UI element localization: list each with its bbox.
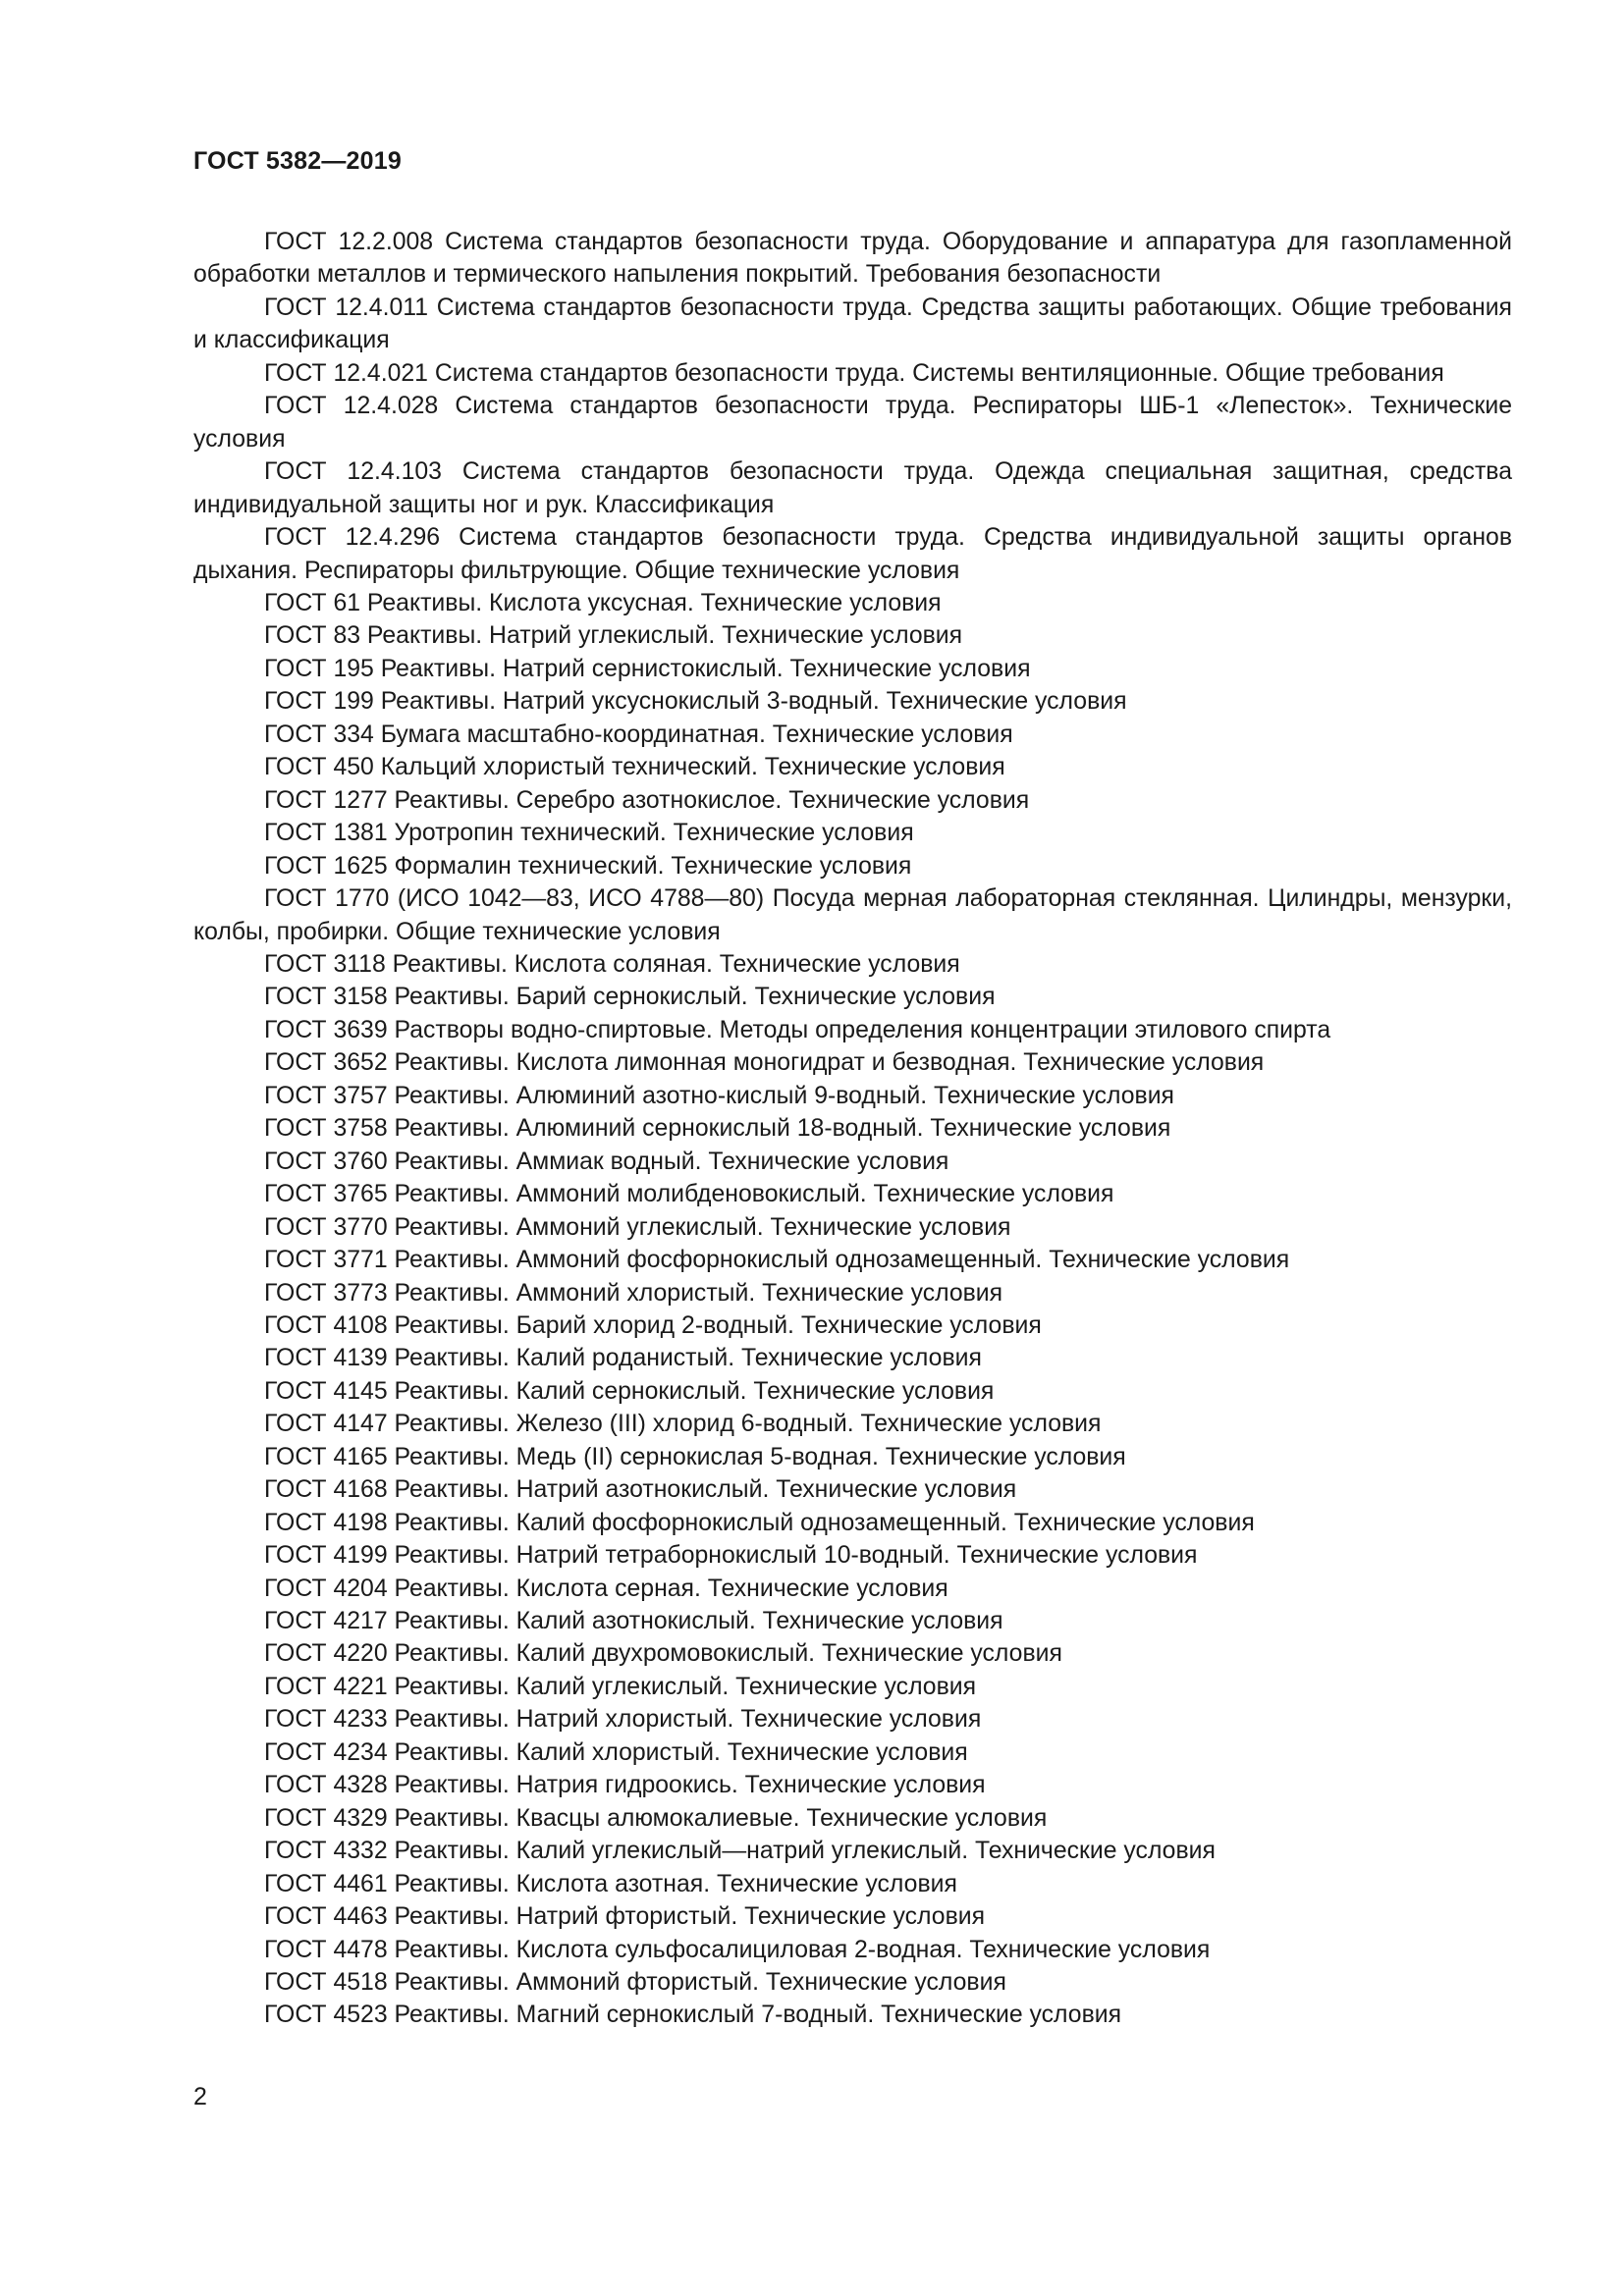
- reference-item: ГОСТ 450 Кальций хлористый технический. Технические условия: [264, 754, 1005, 781]
- reference-item: ГОСТ 3158 Реактивы. Барий сернокислый. Технические условия: [264, 984, 996, 1011]
- reference-item: ГОСТ 199 Реактивы. Натрий уксуснокислый 3-водный. Технические условия: [264, 688, 1127, 716]
- reference-item: ГОСТ 3760 Реактивы. Аммиак водный. Технические условия: [264, 1148, 949, 1175]
- reference-item: ГОСТ 4165 Реактивы. Медь (II) сернокислая 5-водная. Технические условия: [264, 1443, 1126, 1470]
- reference-item: ГОСТ 4204 Реактивы. Кислота серная. Технические условия: [264, 1575, 948, 1602]
- reference-item: ГОСТ 4332 Реактивы. Калий углекислый—натрий углекислый. Технические условия: [264, 1838, 1216, 1865]
- reference-item: ГОСТ 3765 Реактивы. Аммоний молибденовокислый. Технические условия: [264, 1181, 1114, 1208]
- reference-item: ГОСТ 4199 Реактивы. Натрий тетраборнокислый 10-водный. Технические условия: [264, 1542, 1198, 1570]
- reference-item: ГОСТ 4461 Реактивы. Кислота азотная. Технические условия: [264, 1870, 957, 1897]
- reference-item: ГОСТ 4145 Реактивы. Калий сернокислый. Технические условия: [264, 1377, 995, 1405]
- reference-item: ГОСТ 4523 Реактивы. Магний сернокислый 7-водный. Технические условия: [264, 2002, 1122, 2029]
- reference-item: ГОСТ 12.4.021 Система стандартов безопасности труда. Системы вентиляционные. Общие требования: [264, 359, 1444, 387]
- page-number: 2: [193, 2083, 207, 2110]
- reference-item: ГОСТ 12.2.008 Система стандартов безопасности труда. Оборудование и аппаратура для газопламенной обработки металлов и термического напыления покрытий. Требования безопасности: [193, 229, 1512, 289]
- reference-item: ГОСТ 3639 Растворы водно-спиртовые. Методы определения концентрации этилового спирта: [264, 1016, 1331, 1043]
- reference-item: ГОСТ 4147 Реактивы. Железо (III) хлорид 6-водный. Технические условия: [264, 1411, 1102, 1438]
- reference-item: ГОСТ 4108 Реактивы. Барий хлорид 2-водный. Технические условия: [264, 1311, 1042, 1339]
- reference-item: ГОСТ 12.4.296 Система стандартов безопасности труда. Средства индивидуальной защиты органов дыхания. Респираторы фильтрующие. Общие технические условия: [193, 524, 1512, 584]
- reference-item: ГОСТ 1277 Реактивы. Серебро азотнокислое. Технические условия: [264, 786, 1030, 814]
- reference-item: ГОСТ 4329 Реактивы. Квасцы алюмокалиевые. Технические условия: [264, 1804, 1048, 1832]
- reference-item: ГОСТ 1770 (ИСО 1042—83, ИСО 4788—80) Посуда мерная лабораторная стеклянная. Цилиндры, мензурки, колбы, пробирки. Общие технические условия: [193, 885, 1512, 945]
- reference-item: ГОСТ 3773 Реактивы. Аммоний хлористый. Технические условия: [264, 1279, 1003, 1307]
- reference-item: ГОСТ 12.4.028 Система стандартов безопасности труда. Респираторы ШБ-1 «Лепесток». Технические условия: [193, 393, 1512, 453]
- reference-item: ГОСТ 4478 Реактивы. Кислота сульфосалициловая 2-водная. Технические условия: [264, 1936, 1211, 1963]
- references-list: [193, 226, 1512, 2032]
- reference-item: ГОСТ 12.4.011 Система стандартов безопасности труда. Средства защиты работающих. Общие требования и классификация: [193, 294, 1512, 354]
- reference-item: ГОСТ 61 Реактивы. Кислота уксусная. Технические условия: [264, 589, 942, 616]
- reference-item: ГОСТ 3770 Реактивы. Аммоний углекислый. Технические условия: [264, 1213, 1011, 1241]
- reference-item: ГОСТ 1625 Формалин технический. Технические условия: [264, 852, 912, 880]
- reference-item: ГОСТ 4328 Реактивы. Натрия гидроокись. Технические условия: [264, 1772, 986, 1799]
- reference-item: ГОСТ 4233 Реактивы. Натрий хлористый. Технические условия: [264, 1706, 982, 1734]
- reference-item: ГОСТ 3118 Реактивы. Кислота соляная. Технические условия: [264, 950, 960, 978]
- reference-item: ГОСТ 4518 Реактивы. Аммоний фтористый. Технические условия: [264, 1969, 1006, 1997]
- reference-item: ГОСТ 83 Реактивы. Натрий углекислый. Технические условия: [264, 622, 963, 650]
- reference-item: ГОСТ 12.4.103 Система стандартов безопасности труда. Одежда специальная защитная, средства индивидуальной защиты ног и рук. Классификация: [193, 458, 1512, 518]
- reference-item: ГОСТ 4220 Реактивы. Калий двухромовокислый. Технические условия: [264, 1640, 1062, 1668]
- reference-item: ГОСТ 4221 Реактивы. Калий углекислый. Технические условия: [264, 1673, 977, 1700]
- reference-item: ГОСТ 334 Бумага масштабно-координатная. Технические условия: [264, 721, 1013, 748]
- reference-item: ГОСТ 3771 Реактивы. Аммоний фосфорнокислый однозамещенный. Технические условия: [264, 1247, 1290, 1274]
- reference-item: ГОСТ 3652 Реактивы. Кислота лимонная моногидрат и безводная. Технические условия: [264, 1049, 1265, 1077]
- reference-item: ГОСТ 4463 Реактивы. Натрий фтористый. Технические условия: [264, 1903, 986, 1931]
- reference-item: ГОСТ 4198 Реактивы. Калий фосфорнокислый однозамещенный. Технические условия: [264, 1509, 1255, 1536]
- document-header: ГОСТ 5382—2019: [193, 147, 402, 175]
- reference-item: ГОСТ 3757 Реактивы. Алюминий азотно-кислый 9-водный. Технические условия: [264, 1082, 1174, 1109]
- reference-item: ГОСТ 195 Реактивы. Натрий сернистокислый. Технические условия: [264, 655, 1031, 682]
- reference-item: ГОСТ 4168 Реактивы. Натрий азотнокислый. Технические условия: [264, 1476, 1017, 1504]
- reference-item: ГОСТ 4234 Реактивы. Калий хлористый. Технические условия: [264, 1738, 968, 1766]
- reference-item: ГОСТ 4217 Реактивы. Калий азотнокислый. Технические условия: [264, 1608, 1003, 1635]
- reference-item: ГОСТ 4139 Реактивы. Калий роданистый. Технические условия: [264, 1345, 982, 1372]
- reference-item: ГОСТ 3758 Реактивы. Алюминий сернокислый 18-водный. Технические условия: [264, 1115, 1171, 1143]
- reference-item: ГОСТ 1381 Уротропин технический. Технические условия: [264, 820, 914, 847]
